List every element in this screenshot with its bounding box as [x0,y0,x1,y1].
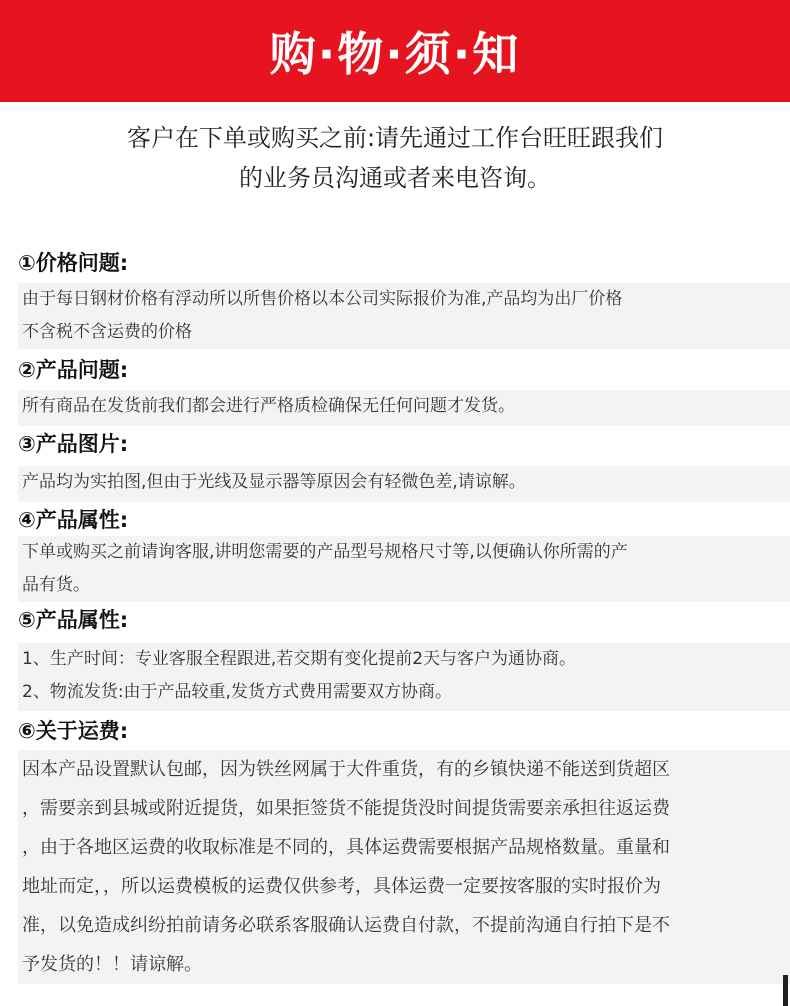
section-body-attributes-2 [18,643,790,711]
section-line: 品有货。 [22,575,90,595]
section-line: 准，以免造成纠纷拍前请务必联系客服确认运费自付款，不提前沟通自行拍下是不 [22,915,670,936]
intro-line-2: 的业务员沟通或者来电咨询。 [239,164,551,192]
section-line: 产品均为实拍图,但由于光线及显示器等原因会有轻微色差,请谅解。 [22,472,526,492]
section-line: 所有商品在发货前我们都会进行严格质检确保无任何问题才发货。 [22,396,515,416]
section-body-shipping [18,750,790,984]
section-title-shipping: ⑥关于运费: [18,719,129,743]
section-line: 因本产品设置默认包邮，因为铁丝网属于大件重货，有的乡镇快递不能送到货超区 [22,759,670,780]
section-title-images: ③产品图片: [18,432,129,456]
section-body-attributes [18,536,790,602]
section-line: 不含税不含运费的价格 [22,322,192,342]
section-line: 下单或购买之前请询客服,讲明您需要的产品型号规格尺寸等,以便确认你所需的产 [22,542,628,562]
section-title-attributes-2: ⑤产品属性: [18,608,129,632]
header-banner [0,0,790,102]
section-line: 地址而定，，所以运费模板的运费仅供参考，具体运费一定要按客服的实时报价为 [22,876,661,897]
section-line: 予发货的！！请谅解。 [22,954,202,975]
section-line: ，由于各地区运费的收取标准是不同的，具体运费需要根据产品规格数量。重量和 [22,837,670,858]
intro-text [0,118,790,198]
section-line: ，需要亲到县城或附近提货，如果拒签货不能提货没时间提货需要亲承担往返运费 [22,798,670,819]
banner-title: 购·物·须·知 [269,27,521,81]
section-body-price [18,283,790,349]
section-body-images [18,466,790,502]
section-title-price: ①价格问题: [18,251,129,275]
intro-line-1: 客户在下单或购买之前:请先通过工作台旺旺跟我们 [126,124,664,152]
section-line: 2、物流发货:由于产品较重,发货方式费用需要双方协商。 [22,682,452,702]
section-line: 1、生产时间：专业客服全程跟进,若交期有变化提前2天与客户为通协商。 [22,649,577,669]
section-title-attributes: ④产品属性: [18,508,129,532]
corner-divider [783,975,788,1006]
section-line: 由于每日钢材价格有浮动所以所售价格以本公司实际报价为准,产品均为出厂价格 [22,289,623,309]
section-title-product: ②产品问题: [18,358,129,382]
section-body-product [18,390,790,426]
